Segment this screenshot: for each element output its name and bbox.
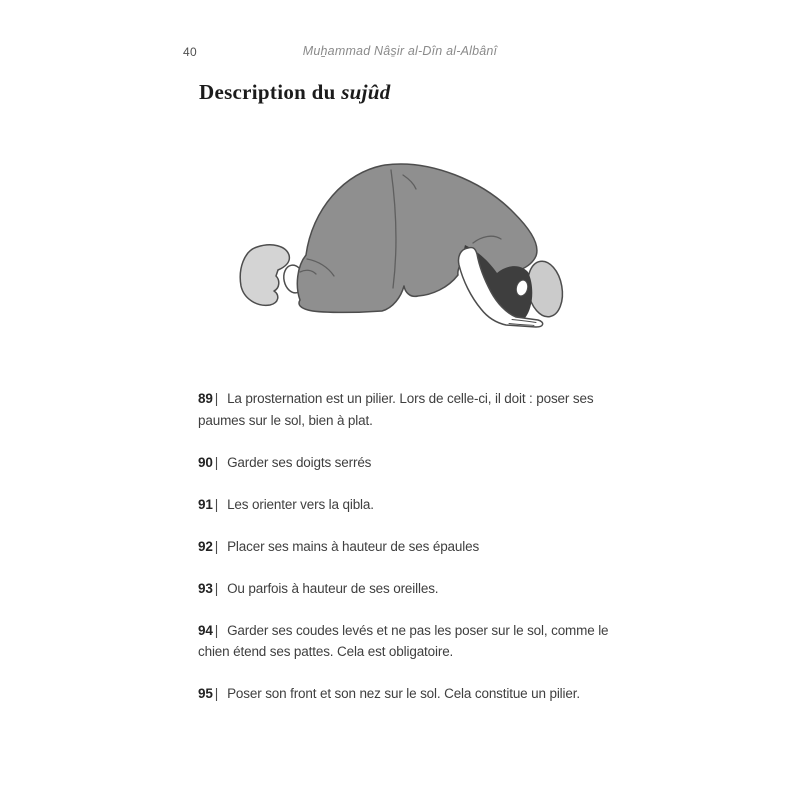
item-text: Poser son front et son nez sur le sol. Cela constitue un pilier. — [227, 686, 580, 701]
section-title-regular: Description du — [199, 80, 342, 104]
list-item — [198, 620, 618, 663]
item-number: 90 — [198, 454, 213, 470]
item-separator: | — [214, 454, 219, 470]
item-text: Placer ses mains à hauteur de ses épaules — [227, 538, 480, 554]
prostration-illustration — [200, 148, 600, 348]
item-number: 92 — [198, 538, 213, 554]
ruling-list — [198, 388, 618, 725]
item-number: 94 — [198, 622, 213, 638]
sujud-figure-svg — [200, 148, 600, 348]
list-item — [198, 578, 618, 600]
running-header: Muẖammad Nâs̱ir al-Dîn al-Albânî — [302, 44, 498, 58]
list-item — [198, 536, 618, 558]
item-separator: | — [214, 622, 219, 638]
item-number: 95 — [198, 686, 213, 701]
item-number: 89 — [198, 391, 213, 406]
item-separator: | — [214, 686, 219, 701]
item-separator: | — [214, 496, 219, 512]
item-number: 91 — [198, 496, 213, 512]
section-title-italic: sujûd — [341, 80, 391, 104]
item-text: Garder ses doigts serrés — [227, 454, 372, 470]
item-text: Garder ses coudes levés et ne pas les poser sur le sol, comme le chien étend ses pattes. Cela est obligatoire. — [198, 622, 609, 659]
list-item — [198, 452, 618, 474]
item-text: Ou parfois à hauteur de ses oreilles. — [227, 580, 439, 596]
page-number: 40 — [183, 45, 197, 59]
item-separator: | — [214, 580, 219, 596]
item-text: Les orienter vers la qibla. — [227, 496, 374, 512]
list-item — [198, 388, 618, 431]
list-item — [198, 494, 618, 516]
item-separator: | — [214, 538, 219, 554]
list-item — [198, 683, 618, 705]
foot-sock-shape — [240, 245, 289, 305]
item-text: La prosternation est un pilier. Lors de celle-ci, il doit : poser ses paumes sur le sol, bien à plat. — [198, 391, 594, 428]
item-number: 93 — [198, 580, 213, 596]
section-title — [199, 80, 391, 105]
item-separator: | — [214, 391, 219, 406]
